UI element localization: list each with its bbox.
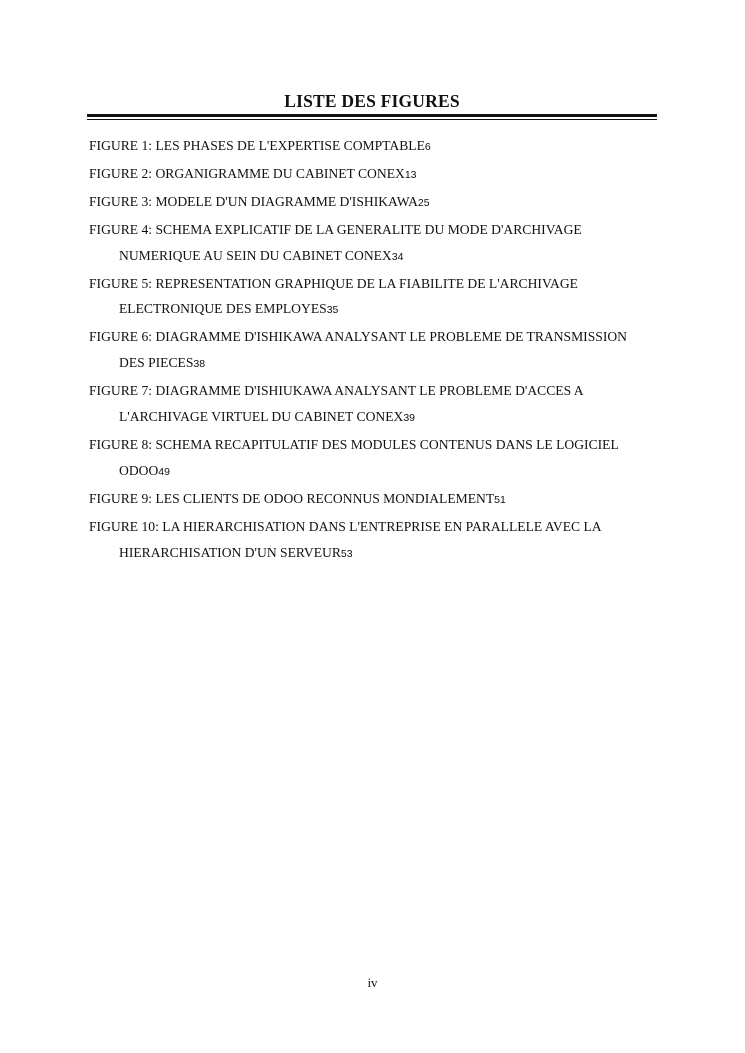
figure-entry-page: 53 xyxy=(340,547,353,560)
figure-entry-7[interactable] xyxy=(89,378,649,432)
figure-entry-label: FIGURE 1: LES PHASES DE L'EXPERTISE COMPTABLE xyxy=(89,138,425,153)
figure-entry-3[interactable] xyxy=(89,189,649,217)
figure-entry-9[interactable] xyxy=(89,486,649,514)
figure-entry-label: FIGURE 7: DIAGRAMME D'ISHIUKAWA ANALYSANT LE PROBLEME D'ACCES A L'ARCHIVAGE VIRTUEL DU CABINET CONEX xyxy=(89,383,583,425)
page-title: LISTE DES FIGURES xyxy=(284,91,460,111)
figure-entry-label: FIGURE 9: LES CLIENTS DE ODOO RECONNUS MONDIALEMENT xyxy=(89,490,495,506)
figure-entry-8[interactable] xyxy=(89,432,649,486)
figure-entry-label: FIGURE 3: MODELE D'UN DIAGRAMME D'ISHIKAWA xyxy=(89,193,418,209)
figure-entry-page: 34 xyxy=(391,250,404,263)
title-rule-thin xyxy=(87,119,657,120)
figure-entry-label: FIGURE 2: ORGANIGRAMME DU CABINET CONEX xyxy=(89,165,405,181)
title-rule-thick xyxy=(87,114,657,117)
figure-entry-page: 49 xyxy=(158,465,170,478)
figure-entry-10[interactable] xyxy=(89,514,649,568)
figure-entry-page: 6 xyxy=(424,141,431,153)
figure-entry-label: FIGURE 10: LA HIERARCHISATION DANS L'ENTREPRISE EN PARALLELE AVEC LA HIERARCHISATION D'UN SERVEUR xyxy=(89,518,601,560)
figure-entry-5[interactable] xyxy=(89,271,649,325)
figure-entry-page: 38 xyxy=(193,358,206,371)
figure-entry-label: FIGURE 5: REPRESENTATION GRAPHIQUE DE LA FIABILITE DE L'ARCHIVAGE ELECTRONIQUE DES EMPLOYES xyxy=(89,275,578,317)
figure-entry-label: FIGURE 8: SCHEMA RECAPITULATIF DES MODULES CONTENUS DANS LE LOGICIEL ODOO xyxy=(89,436,619,478)
figure-entry-4[interactable] xyxy=(89,217,649,271)
figure-entry-page: 39 xyxy=(403,412,416,425)
figure-entry-page: 35 xyxy=(326,304,339,317)
figure-entry-page: 51 xyxy=(494,493,506,506)
figure-entry-1[interactable] xyxy=(89,133,649,161)
figure-entry-2[interactable] xyxy=(89,161,649,189)
figure-entry-page: 13 xyxy=(404,168,417,181)
figure-entry-label: FIGURE 6: DIAGRAMME D'ISHIKAWA ANALYSANT LE PROBLEME DE TRANSMISSION DES PIECES xyxy=(89,329,627,371)
figure-list xyxy=(89,133,649,568)
figure-entry-label: FIGURE 4: SCHEMA EXPLICATIF DE LA GENERALITE DU MODE D'ARCHIVAGE NUMERIQUE AU SEIN DU CABINET CONEX xyxy=(89,221,582,263)
page-number: iv xyxy=(367,975,378,990)
figure-entry-page: 25 xyxy=(417,196,430,209)
figure-entry-6[interactable] xyxy=(89,324,649,378)
